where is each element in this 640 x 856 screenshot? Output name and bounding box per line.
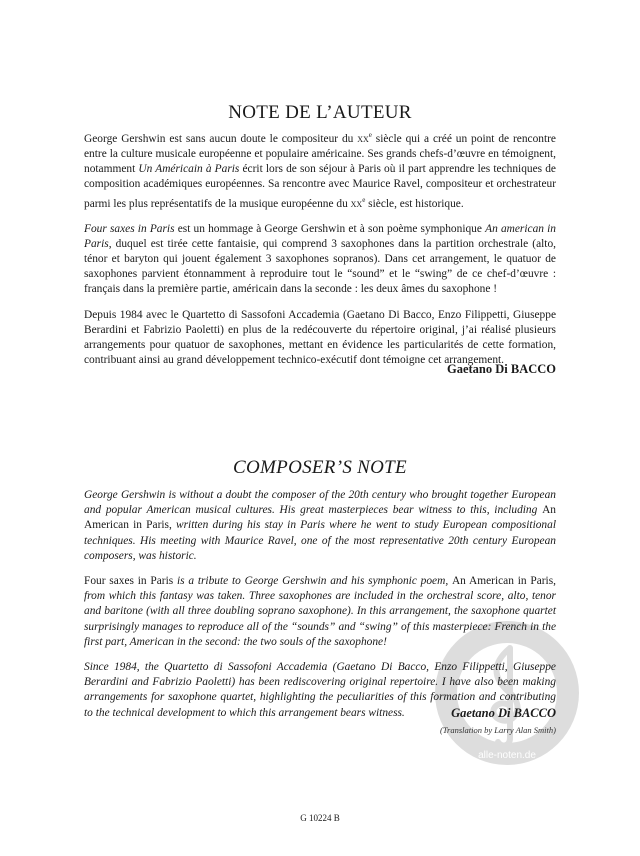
english-paragraph-2: Four saxes in Paris is a tribute to George Gershwin and his symphonic poem, An American in Paris, from which this fantasy was taken. Three saxophones are included in the orchestral score, alto, tenor and baritone (with all three doubling soprano saxophone). In this arrangement, the saxophone quartet surprisingly manages to reproduce all of the “sounds” and “swing” of this masterpiece: French in the first part, American in the second: the two souls of the saxophone! (84, 575, 556, 648)
english-paragraph-3: Since 1984, the Quartetto di Sassofoni Accademia (Gaetano Di Bacco, Enzo Filippetti, Giuseppe Berardini and Fabrizio Paoletti) has been rediscovering original repertoire. I have also been making arrangements for saxophone quartet, highlighting the peculiarities of this formation and contributing to the technical development to which this arrangement bears witness. (84, 661, 556, 719)
french-paragraph-3: Depuis 1984 avec le Quartetto di Sassofoni Accademia (Gaetano Di Bacco, Enzo Filippetti, Giuseppe Berardini et Fabrizio Paoletti) en plus de la redécouverte du répertoire original, j’ai réalisé plusieurs arrangements pour quatuor de saxophones, mettant en évidence les particularités de cette formation, contribuant ainsi au grand développement technico-exécutif dont témoigne cet arrangement. (84, 308, 556, 367)
french-paragraph-2: Four saxes in Paris est un hommage à George Gershwin et à son poème symphonique An american in Paris, duquel est tirée cette fantaisie, qui comprend 3 saxophones dans la partition orchestrale (alto, ténor et baryton qui jouent également 3 saxophones sopranos). Dans cet arrangement, le quatuor de saxophones parvient étonnamment à reproduire tout le “sound” et le “swing” de ce chef-d’œuvre : français dans la première partie, américain dans la seconde : les deux âmes du saxophone ! (84, 222, 556, 296)
french-title: NOTE DE L’AUTEUR (228, 102, 412, 123)
french-paragraph-1: George Gershwin est sans aucun doute le compositeur du $xx^e$ siècle qui a créé un point de rencontre entre la culture musicale européenne et populaire américaine. Ses grands chefs-d’œuvre en témoignent, notamment Un Américain à Paris écrit lors de son séjour à Paris où il part apprendre les techniques de composition académiques européennes. Sa rencontre avec Maurice Ravel, compositeur et orchestrateur parmi les plus représentatifs de la musique européenne du $xx^e$ siècle, est historique. (84, 131, 556, 210)
english-signature: Gaetano Di BACCO (451, 706, 556, 720)
watermark-text: alle-noten.de (478, 750, 536, 761)
french-signature: Gaetano Di BACCO (446, 362, 556, 376)
english-note (84, 488, 556, 731)
translation-credit: (Translation by Larry Alan Smith) (439, 725, 556, 735)
english-paragraph-1: George Gershwin is without a doubt the composer of the 20th century who brought together European and popular American musical cultures. His great masterpieces bear witness to this, including An American in Paris, written during his stay in Paris where he went to study European compositional techniques. His meeting with Maurice Ravel, one of the most representative 20th century European composers, was historic. (84, 489, 556, 562)
french-note (84, 128, 556, 378)
catalog-number: G 10224 B (300, 813, 340, 823)
english-title: COMPOSER’S NOTE (233, 457, 407, 478)
